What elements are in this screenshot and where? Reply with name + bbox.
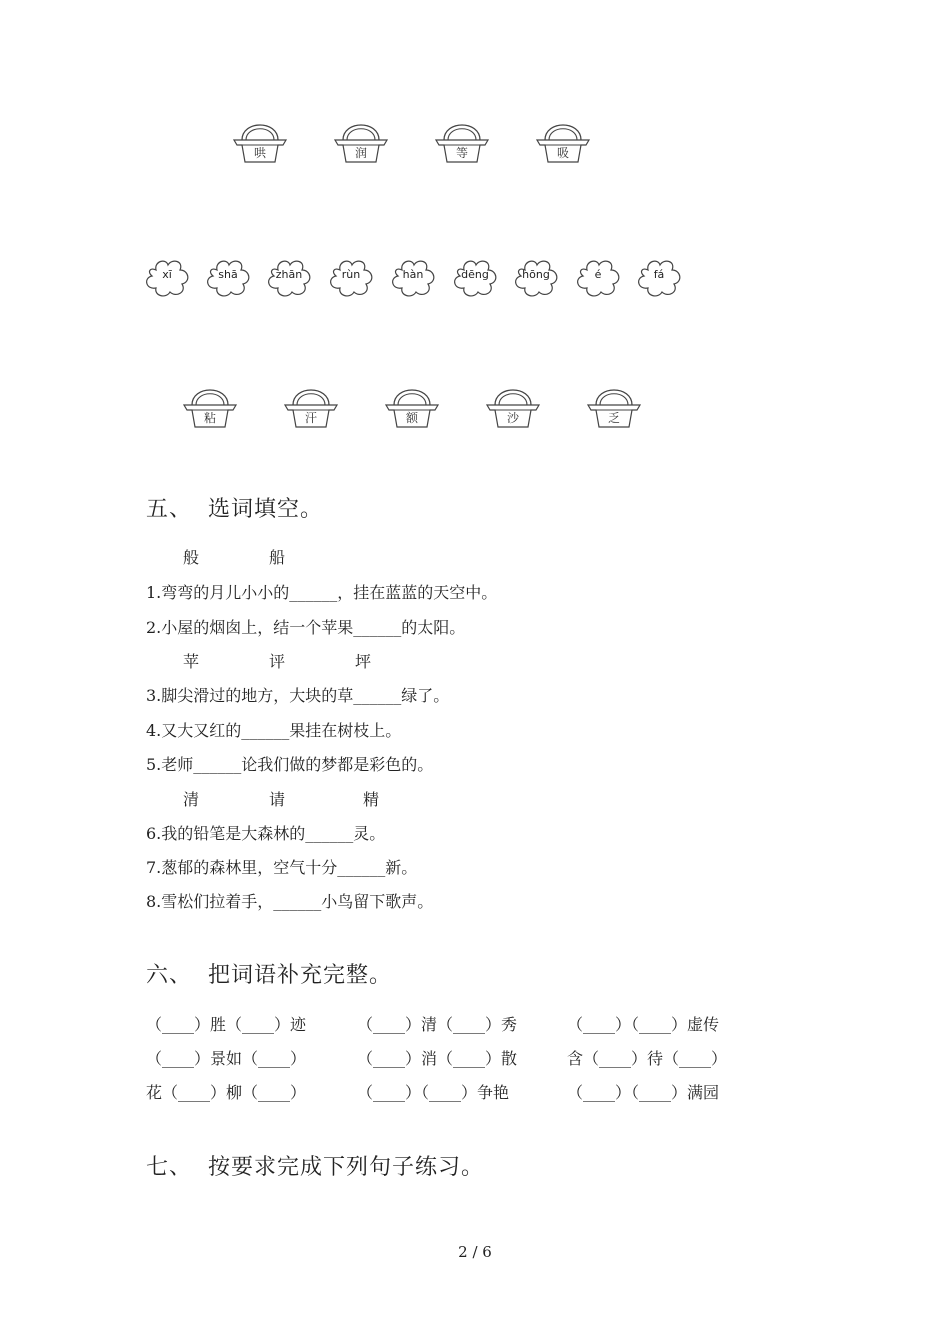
basket-hong — [230, 118, 290, 166]
flower-pinyin — [634, 258, 684, 298]
flower-pinyin-text: xī — [162, 268, 172, 281]
section-title: 选词填空。 — [208, 497, 324, 522]
flower-pinyin — [142, 258, 192, 298]
basket-xi — [533, 118, 593, 166]
flower-pinyin-text: zhān — [275, 268, 303, 281]
flower-pinyin — [450, 258, 500, 298]
choice-word: 苹 — [183, 652, 200, 671]
section-7-heading — [146, 1150, 484, 1181]
section-number: 五、 — [146, 497, 193, 522]
basket-deng — [432, 118, 492, 166]
section-5-heading — [146, 492, 323, 523]
basket-fa — [584, 383, 644, 431]
basket-char: 哄 — [253, 146, 266, 160]
flower-pinyin — [264, 258, 314, 298]
basket-char: 额 — [405, 411, 418, 425]
sentence: 2.小屋的烟囱上，结一个苹果______的太阳。 — [146, 618, 466, 637]
basket-sha — [483, 383, 543, 431]
choice-word: 请 — [269, 790, 286, 809]
choice-word: 清 — [183, 790, 200, 809]
choice-word: 精 — [363, 790, 380, 809]
basket-char: 粘 — [203, 411, 216, 425]
section-number: 六、 — [146, 963, 193, 988]
idiom-blank: （____）（____）虚传 — [567, 1015, 720, 1034]
choice-word: 坪 — [355, 652, 372, 671]
section-title: 按要求完成下列句子练习。 — [208, 1155, 485, 1180]
flower-pinyin-text: hōng — [522, 268, 550, 281]
section-6-heading — [146, 958, 392, 989]
page-number: 2 / 6 — [458, 1243, 492, 1261]
choice-word: 般 — [183, 548, 200, 567]
sentence: 3.脚尖滑过的地方，大块的草______绿了。 — [146, 686, 450, 705]
flower-pinyin — [388, 258, 438, 298]
idiom-blank: （____）清（____）秀 — [357, 1015, 518, 1034]
choice-word: 评 — [269, 652, 286, 671]
basket-run — [331, 118, 391, 166]
idiom-blank: 含（____）待（____） — [567, 1049, 728, 1068]
flower-pinyin — [573, 258, 623, 298]
basket-char: 润 — [354, 146, 367, 160]
basket-e — [382, 383, 442, 431]
flower-pinyin — [511, 258, 561, 298]
idiom-blank: （____）（____）满园 — [567, 1083, 720, 1102]
idiom-blank: 花（____）柳（____） — [146, 1083, 307, 1102]
sentence: 5.老师______论我们做的梦都是彩色的。 — [146, 755, 434, 774]
sentence: 1.弯弯的月儿小小的______，挂在蓝蓝的天空中。 — [146, 583, 498, 602]
section-title: 把词语补充完整。 — [208, 963, 393, 988]
flower-pinyin-text: é — [594, 268, 602, 281]
choice-word: 船 — [269, 548, 286, 567]
basket-char: 汗 — [304, 411, 317, 425]
idiom-blank: （____）（____）争艳 — [357, 1083, 510, 1102]
basket-zhan — [180, 383, 240, 431]
flower-pinyin-text: hàn — [402, 268, 424, 281]
sentence: 6.我的铅笔是大森林的______灵。 — [146, 824, 386, 843]
flower-pinyin-text: shā — [218, 268, 238, 281]
basket-han — [281, 383, 341, 431]
flower-pinyin-text: fá — [653, 268, 665, 281]
flower-pinyin — [203, 258, 253, 298]
idiom-blank: （____）消（____）散 — [357, 1049, 518, 1068]
flower-pinyin — [326, 258, 376, 298]
sentence: 7.葱郁的森林里，空气十分______新。 — [146, 858, 418, 877]
sentence: 8.雪松们拉着手，______小鸟留下歌声。 — [146, 892, 434, 911]
idiom-blank: （____）景如（____） — [146, 1049, 307, 1068]
basket-char: 吸 — [556, 146, 569, 160]
sentence: 4.又大又红的______果挂在树枝上。 — [146, 721, 402, 740]
flower-pinyin-text: rùn — [341, 268, 361, 281]
basket-char: 沙 — [506, 411, 519, 425]
basket-char: 乏 — [607, 411, 620, 425]
idiom-blank: （____）胜（____）迹 — [146, 1015, 307, 1034]
basket-char: 等 — [455, 146, 468, 160]
flower-pinyin-text: dēng — [461, 268, 489, 281]
section-number: 七、 — [146, 1155, 193, 1180]
